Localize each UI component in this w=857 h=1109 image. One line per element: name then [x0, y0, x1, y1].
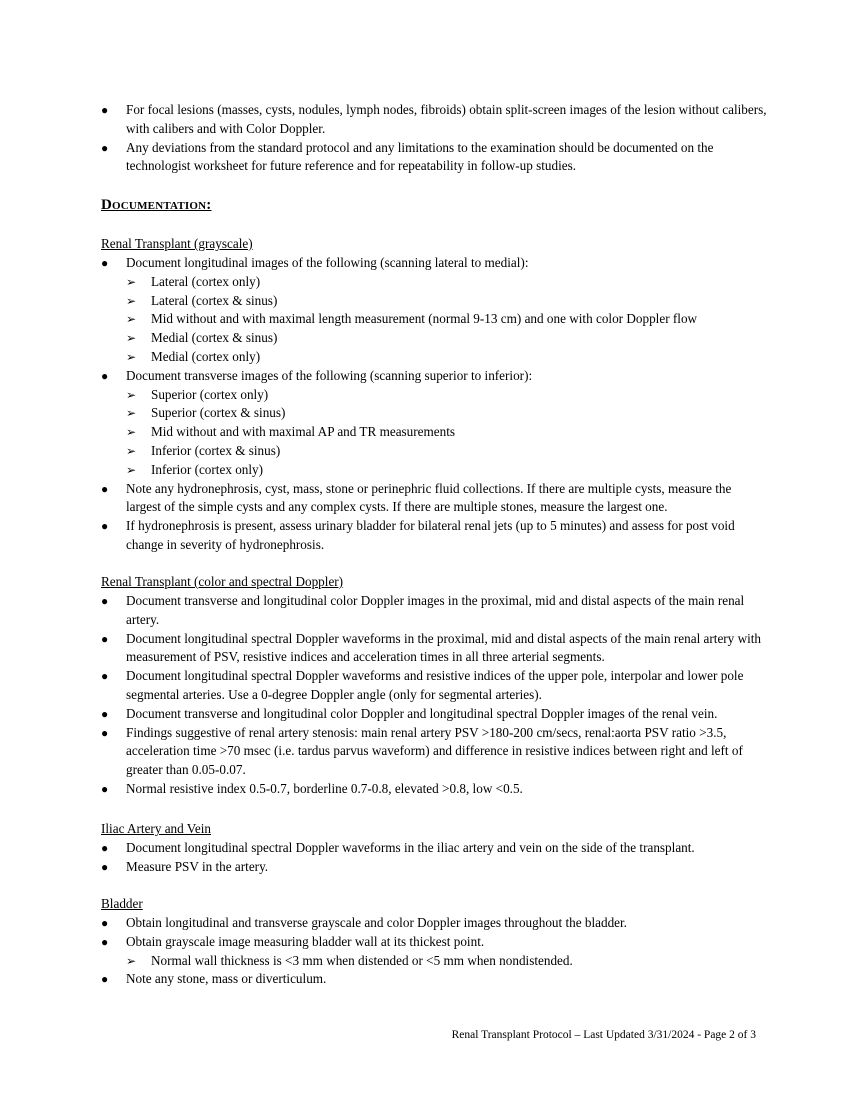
iliac-section-title: Iliac Artery and Vein	[101, 821, 211, 836]
list-item: ● Document transverse and longitudinal color Doppler images in the proximal, mid and distal aspects of the main renal artery.	[101, 593, 745, 627]
arrow-icon: ➢	[126, 462, 137, 477]
list-item: ● Normal resistive index 0.5-0.7, borderline 0.7-0.8, elevated >0.8, low <0.5.	[0, 780, 857, 799]
list-item: ● Any deviations from the standard protocol and any limitations to the examination should be documented on the technologist worksheet for future reference and for repeatability in follow-up studies.	[101, 139, 714, 174]
arrow-icon: ➢	[126, 349, 137, 364]
arrow-icon: ➢	[126, 953, 137, 968]
arrow-icon: ➢	[126, 274, 137, 289]
doppler-list	[0, 592, 857, 799]
sub-list-item: ➢ Lateral (cortex & sinus)	[0, 292, 857, 311]
sub-list-item: ➢ Inferior (cortex only)	[0, 461, 857, 480]
list-item: ● Document longitudinal spectral Doppler waveforms and resistive indices of the upper pole, interpolar and lower pole segmental arteries. Use a 0-degree Doppler angle (only for segmental arteries).	[101, 668, 744, 702]
bullet-icon: ●	[101, 256, 109, 270]
arrow-icon: ➢	[126, 331, 137, 346]
sub-list-item: ➢ Mid without and with maximal length measurement (normal 9-13 cm) and one with color Doppler flow	[0, 310, 857, 329]
list-item: ● Obtain longitudinal and transverse grayscale and color Doppler images throughout the bladder.	[0, 914, 857, 933]
list-item: ● Document transverse images of the following (scanning superior to inferior):	[0, 367, 857, 386]
doppler-section-title: Renal Transplant (color and spectral Doppler)	[101, 574, 344, 589]
arrow-icon: ➢	[126, 312, 137, 327]
sub-list-item: ➢ Normal wall thickness is <3 mm when distended or <5 mm when nondistended.	[0, 952, 857, 971]
arrow-icon: ➢	[126, 406, 137, 421]
bladder-list	[0, 914, 857, 989]
sub-list-item: ➢ Lateral (cortex only)	[0, 273, 857, 292]
arrow-icon: ➢	[126, 425, 137, 440]
page-footer: Renal Transplant Protocol – Last Updated 3/31/2024 - Page 2 of 3	[451, 1029, 756, 1041]
list-item: ● If hydronephrosis is present, assess urinary bladder for bilateral renal jets (up to 5 minutes) and assess for post void change in severity of hydronephrosis.	[101, 518, 735, 552]
bullet-icon: ●	[101, 631, 109, 646]
sub-list-item: ➢ Superior (cortex & sinus)	[0, 404, 857, 423]
bullet-icon: ●	[101, 934, 109, 949]
bullet-icon: ●	[101, 669, 109, 684]
bullet-icon: ●	[101, 103, 109, 117]
bullet-icon: ●	[101, 706, 109, 721]
arrow-icon: ➢	[126, 293, 137, 308]
bullet-icon: ●	[101, 916, 109, 930]
list-item: ● Note any stone, mass or diverticulum.	[0, 970, 857, 989]
bullet-icon: ●	[101, 859, 109, 874]
bullet-icon: ●	[101, 781, 109, 796]
arrow-icon: ➢	[126, 443, 137, 458]
sub-list-item: ➢ Mid without and with maximal AP and TR measurements	[0, 423, 857, 442]
grayscale-section-title: Renal Transplant (grayscale)	[101, 236, 253, 251]
intro-bullet-list	[0, 101, 857, 176]
bullet-icon: ●	[101, 841, 109, 855]
list-item: ● Document transverse and longitudinal color Doppler and longitudinal spectral Doppler images of the renal vein.	[0, 705, 857, 724]
list-item: ● For focal lesions (masses, cysts, nodules, lymph nodes, fibroids) obtain split-screen images of the lesion without calibers, with calibers and with Color Doppler.	[101, 102, 767, 136]
bullet-icon: ●	[101, 368, 109, 383]
iliac-list	[0, 839, 857, 877]
documentation-heading: Documentation:	[101, 197, 212, 213]
bullet-icon: ●	[101, 481, 109, 496]
bladder-section-title: Bladder	[101, 896, 143, 911]
list-item: ● Obtain grayscale image measuring bladder wall at its thickest point.	[0, 933, 857, 952]
sub-list-item: ➢ Medial (cortex only)	[0, 348, 857, 367]
list-item: ● Findings suggestive of renal artery stenosis: main renal artery PSV >180-200 cm/secs, renal:aorta PSV ratio >3.5, acceleration time >70 msec (i.e. tardus parvus waveform) and difference in resistive indices between right and left of greater than 0.05-0.07.	[101, 724, 743, 778]
arrow-icon: ➢	[126, 387, 137, 402]
list-item: ● Document longitudinal spectral Doppler waveforms in the iliac artery and vein on the side of the transplant.	[0, 839, 857, 858]
sub-list-item: ➢ Medial (cortex & sinus)	[0, 329, 857, 348]
bullet-icon: ●	[101, 140, 109, 155]
list-item: ● Document longitudinal images of the following (scanning lateral to medial):	[0, 254, 857, 273]
list-item: ● Document longitudinal spectral Doppler waveforms in the proximal, mid and distal aspects of the main renal artery with measurement of PSV, resistive indices and acceleration times in all three arterial segments.	[101, 630, 762, 665]
bullet-icon: ●	[101, 972, 109, 987]
bullet-icon: ●	[101, 725, 109, 740]
bullet-icon: ●	[101, 519, 109, 534]
list-item: ● Measure PSV in the artery.	[0, 858, 857, 877]
bullet-icon: ●	[101, 594, 109, 608]
grayscale-list	[0, 254, 857, 555]
list-item: ● Note any hydronephrosis, cyst, mass, stone or perinephric fluid collections. If there are multiple cysts, measure the largest of the simple cysts and any complex cysts. If there are multiple stones, measure the largest one.	[101, 480, 732, 515]
sub-list-item: ➢ Inferior (cortex & sinus)	[0, 442, 857, 461]
sub-list-item: ➢ Superior (cortex only)	[0, 386, 857, 405]
